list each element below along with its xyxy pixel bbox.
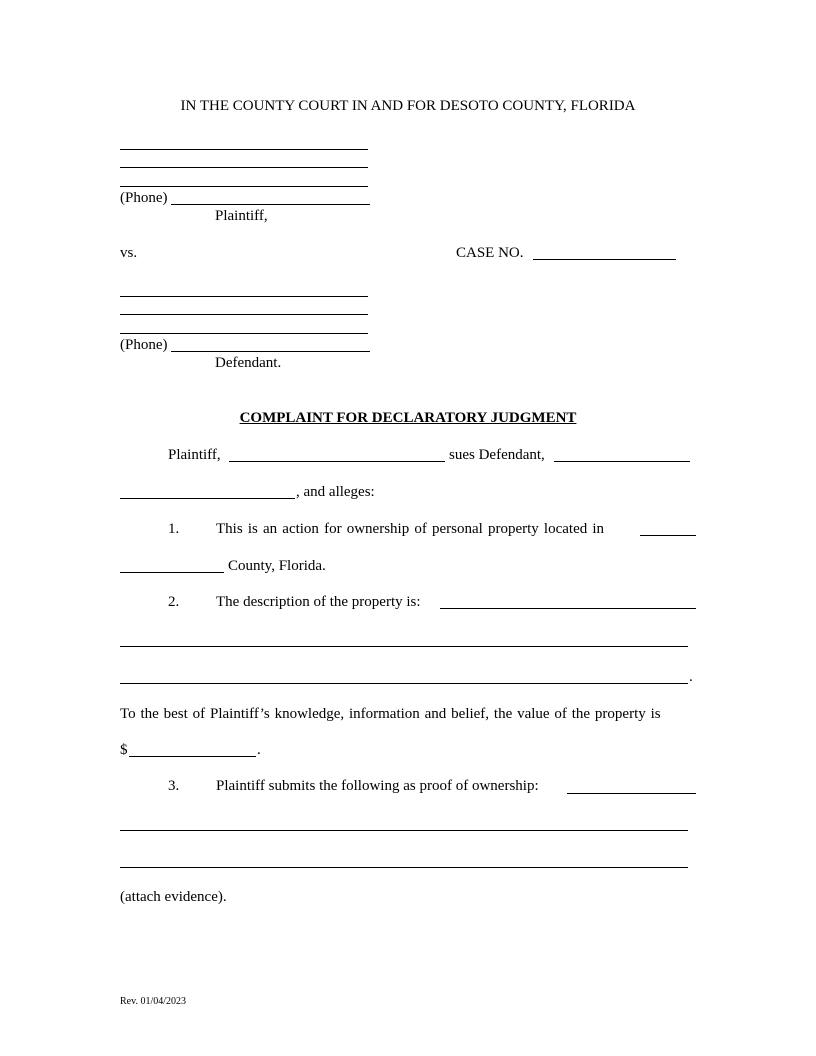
document-title: COMPLAINT FOR DECLARATORY JUDGMENT xyxy=(239,410,577,426)
property-description-line-3[interactable] xyxy=(120,683,688,684)
property-description-line-1[interactable] xyxy=(440,608,696,609)
paragraph-3-number: 3. xyxy=(168,778,180,794)
plaintiff-phone-line[interactable] xyxy=(171,204,370,205)
intro-defendant-line-cont[interactable] xyxy=(120,498,295,499)
ownership-proof-line-3[interactable] xyxy=(120,867,688,868)
property-description-line-2[interactable] xyxy=(120,646,688,647)
ownership-proof-line-1[interactable] xyxy=(567,793,696,794)
defendant-role-label: Defendant. xyxy=(215,355,282,371)
defendant-name-line-2[interactable] xyxy=(120,314,368,315)
property-value-period: . xyxy=(257,742,261,758)
case-no-label: CASE NO. xyxy=(456,245,524,261)
paragraph-2-number: 2. xyxy=(168,594,180,610)
plaintiff-phone-label: (Phone) xyxy=(120,190,168,206)
property-value-dollar: $ xyxy=(120,742,128,758)
paragraph-1-text: This is an action for ownership of personal property located in xyxy=(216,521,605,537)
intro-defendant-line[interactable] xyxy=(554,461,690,462)
defendant-phone-label: (Phone) xyxy=(120,337,168,353)
defendant-name-line-1[interactable] xyxy=(120,296,368,297)
attach-evidence-text: (attach evidence). xyxy=(120,889,227,905)
defendant-address-line[interactable] xyxy=(120,333,368,334)
property-description-period: . xyxy=(689,669,693,685)
paragraph-1-county-line[interactable] xyxy=(120,572,224,573)
paragraph-2-text: The description of the property is: xyxy=(216,594,421,610)
case-no-line[interactable] xyxy=(533,259,676,260)
paragraph-1-county-text: County, Florida. xyxy=(228,558,326,574)
defendant-phone-line[interactable] xyxy=(171,351,370,352)
vs-label: vs. xyxy=(120,245,138,261)
intro-plaintiff-line[interactable] xyxy=(229,461,445,462)
plaintiff-name-line-1[interactable] xyxy=(120,149,368,150)
paragraph-1-number: 1. xyxy=(168,521,180,537)
property-value-line[interactable] xyxy=(129,756,256,757)
revision-date: Rev. 01/04/2023 xyxy=(120,996,187,1007)
property-value-text: To the best of Plaintiff’s knowledge, information and belief, the value of the property is xyxy=(120,706,661,722)
court-caption: IN THE COUNTY COURT IN AND FOR DESOTO COUNTY, FLORIDA xyxy=(180,98,636,114)
plaintiff-address-line[interactable] xyxy=(120,186,368,187)
plaintiff-role-label: Plaintiff, xyxy=(215,208,268,224)
paragraph-3-text: Plaintiff submits the following as proof of ownership: xyxy=(216,778,539,794)
intro-sues-label: sues Defendant, xyxy=(449,447,545,463)
plaintiff-name-line-2[interactable] xyxy=(120,167,368,168)
intro-plaintiff-label: Plaintiff, xyxy=(168,447,221,463)
paragraph-1-location-line[interactable] xyxy=(640,535,696,536)
ownership-proof-line-2[interactable] xyxy=(120,830,688,831)
intro-alleges-label: , and alleges: xyxy=(296,484,375,500)
